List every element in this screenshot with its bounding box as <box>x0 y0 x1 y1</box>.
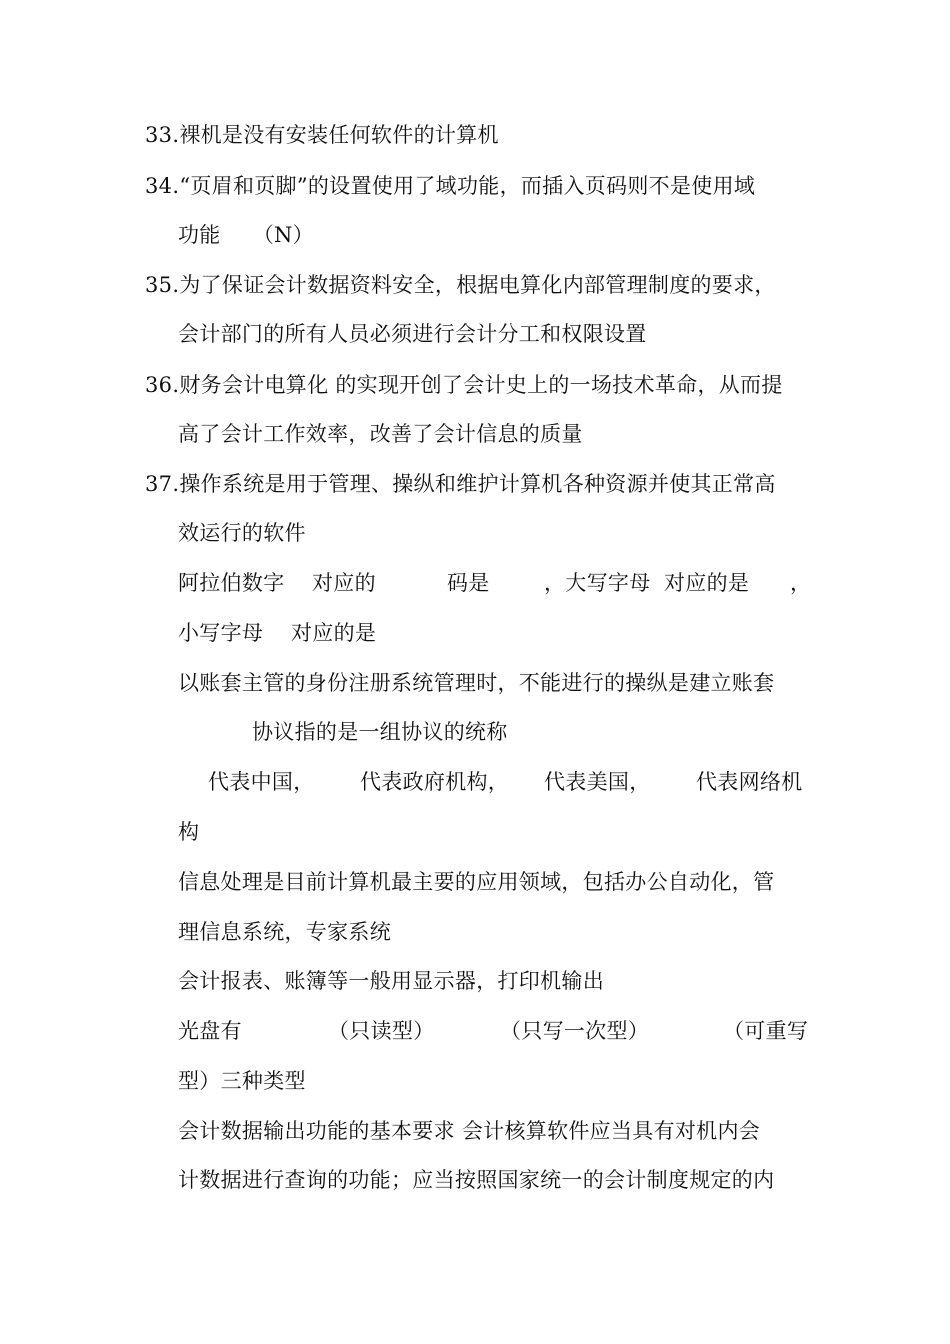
domain-paragraph <box>178 768 810 796</box>
list-item-36-cont <box>178 420 583 448</box>
disc-paragraph-cont <box>178 1067 306 1095</box>
item-text: 效运行的软件 <box>178 521 306 545</box>
item-number: 36. <box>145 373 180 397</box>
ascii-text-3: 码是 <box>447 571 490 595</box>
item-number: 33. <box>145 123 180 147</box>
list-item-37 <box>145 470 776 498</box>
domain-text-4: 代表网络机 <box>696 770 803 794</box>
account-paragraph <box>178 669 774 697</box>
ascii-text-6: ， <box>790 571 812 595</box>
item-text: 高了会计工作效率，改善了会计信息的质量 <box>178 422 583 446</box>
item-text: “页眉和页脚”的设置使用了域功能，而插入页码则不是使用域 <box>179 174 756 198</box>
domain-paragraph-cont <box>178 818 199 846</box>
disc-text-4: （可重写 <box>723 1019 809 1043</box>
account-text: 以账套主管的身份注册系统管理时，不能进行的操纵是建立账套 <box>178 671 775 695</box>
disc-text-2: （只读型） <box>328 1019 435 1043</box>
disc-text-3: （只写一次型） <box>500 1019 650 1043</box>
list-item-34-cont <box>178 221 314 249</box>
list-item-35-cont <box>178 320 647 348</box>
list-item-33 <box>145 121 499 149</box>
domain-text-5: 构 <box>178 820 200 844</box>
list-item-37-cont <box>178 519 306 547</box>
info-text-1: 信息处理是目前计算机最主要的应用领域，包括办公自动化，管 <box>178 870 775 894</box>
ascii-paragraph <box>178 569 812 597</box>
protocol-text: 协议指的是一组协议的统称 <box>252 720 508 744</box>
list-item-36 <box>145 371 783 399</box>
ascii-text-4: ，大写字母 <box>544 571 651 595</box>
ascii-paragraph-cont <box>178 619 478 647</box>
info-text-2: 理信息系统，专家系统 <box>178 920 391 944</box>
ascii-text-5: 对应的是 <box>664 571 750 595</box>
item-text: 裸机是没有安装任何软件的计算机 <box>179 123 499 147</box>
item-text: 财务会计电算化 的实现开创了会计史上的一场技术革命，从而提 <box>179 373 783 397</box>
protocol-paragraph <box>252 718 508 746</box>
ascii-text-8: 对应的是 <box>291 621 377 645</box>
list-item-35 <box>145 271 776 299</box>
report-paragraph <box>178 967 604 995</box>
domain-text-1: 代表中国， <box>208 770 315 794</box>
disc-paragraph <box>178 1017 810 1045</box>
item-text: 会计部门的所有人员必须进行会计分工和权限设置 <box>178 322 647 346</box>
output-paragraph <box>178 1117 760 1145</box>
list-item-34 <box>145 172 755 200</box>
report-text: 会计报表、账簿等一般用显示器，打印机输出 <box>178 969 604 993</box>
item-text: 操作系统是用于管理、操纵和维护计算机各种资源并使其正常高 <box>179 472 776 496</box>
disc-text-1: 光盘有 <box>178 1019 242 1043</box>
output-paragraph-cont <box>178 1166 774 1194</box>
domain-text-3: 代表美国， <box>544 770 651 794</box>
item-number: 37. <box>145 472 180 496</box>
domain-text-2: 代表政府机构， <box>360 770 510 794</box>
item-text: 功能 （N） <box>178 223 314 247</box>
disc-text-5: 型）三种类型 <box>178 1069 306 1093</box>
output-text-1: 会计数据输出功能的基本要求 会计核算软件应当具有对机内会 <box>178 1119 761 1143</box>
info-paragraph-cont <box>178 918 391 946</box>
ascii-text-7: 小写字母 <box>178 621 264 645</box>
item-text: 为了保证会计数据资料安全，根据电算化内部管理制度的要求， <box>179 273 776 297</box>
output-text-2: 计数据进行查询的功能；应当按照国家统一的会计制度规定的内 <box>178 1168 775 1192</box>
ascii-text-1: 阿拉伯数字 <box>178 571 285 595</box>
ascii-text-2: 对应的 <box>312 571 376 595</box>
info-paragraph <box>178 868 774 896</box>
item-number: 34. <box>145 174 180 198</box>
item-number: 35. <box>145 273 180 297</box>
